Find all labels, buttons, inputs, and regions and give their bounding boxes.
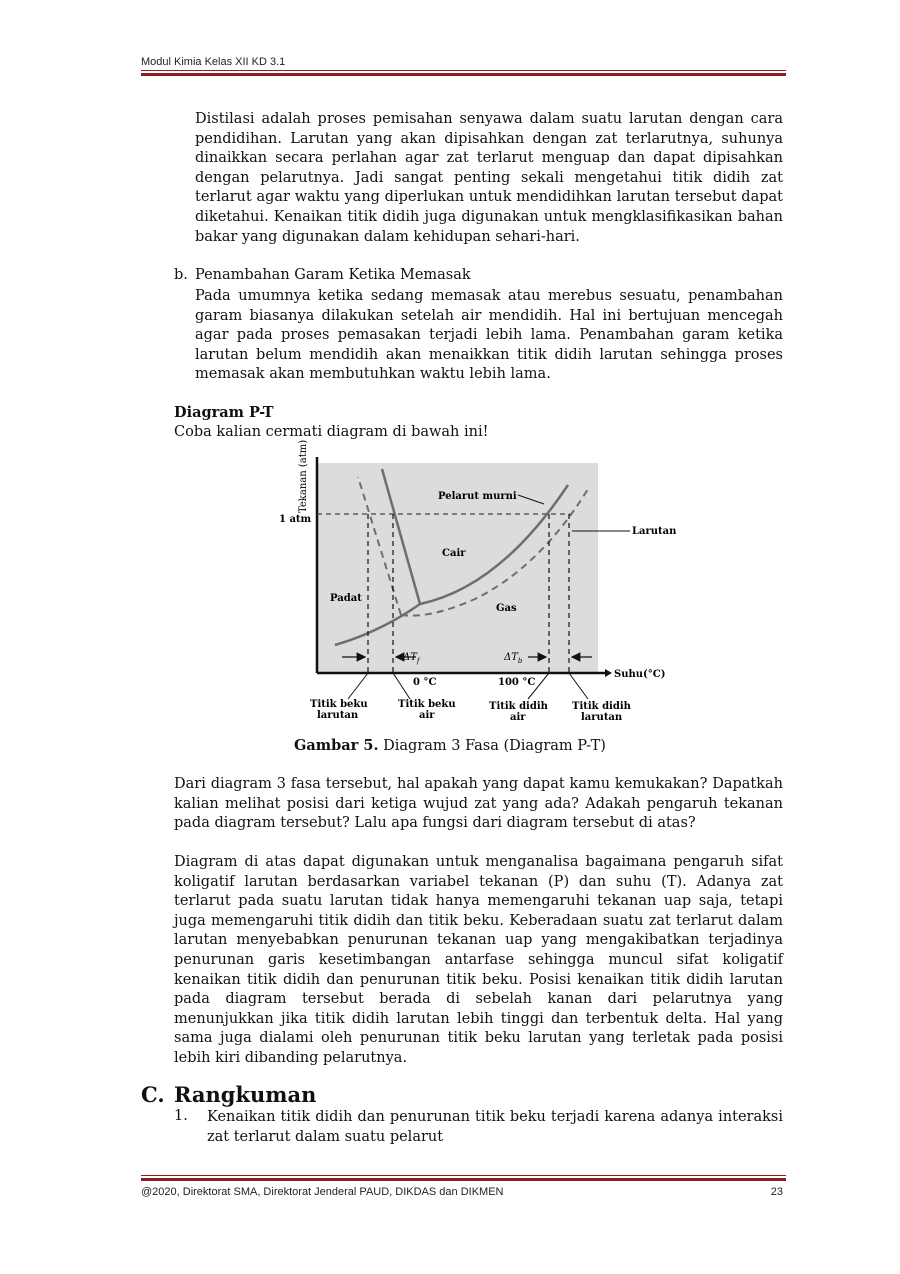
label-titik-didih-larutan-2: larutan xyxy=(581,712,623,723)
page-number: 23 xyxy=(770,1186,783,1198)
delta-tb-label: $\Delta T_b$ xyxy=(504,652,523,665)
item-b-title: Penambahan Garam Ketika Memasak xyxy=(195,267,471,283)
header-rule-thick xyxy=(141,73,786,76)
phase-diagram-figure xyxy=(270,439,677,727)
figure-caption-number: Gambar 5. xyxy=(294,737,379,754)
label-titik-beku-larutan-2: larutan xyxy=(317,710,359,721)
pelarut-murni-label: Pelarut murni xyxy=(438,491,517,502)
item-b-body: Pada umumnya ketika sedang memasak atau merebus sesuatu, penambahan garam biasanya dilakukan setelah air mendidih. Hal ini bertujuan mencegah agar pada proses pemasakan terjadi lebih lama. Penambahan garam ketika larutan belum mendidih akan menaikkan titik didih larutan sehingga proses memasak akan membutuhkan waktu lebih lama. xyxy=(195,288,783,383)
distilasi-paragraph: Distilasi adalah proses pemisahan senyawa dalam suatu larutan dengan cara pendidihan. Larutan yang akan dipisahkan dengan zat terlarutnya, suhunya dinaikkan secara perlahan agar zat terlarut menguap dan dapat dipisahkan dengan pelarutnya. Jadi sangat penting sekali mengetahui titik didih zat terlarut agar waktu yang diperlukan untuk mendidihkan larutan tersebut dapat diketahui. Kenaikan titik didih juga digunakan untuk mengklasifikasikan bahan bakar yang digunakan dalam kehidupan sehari-hari. xyxy=(195,111,783,245)
item-b-label: b. xyxy=(174,267,188,283)
tick-100c: 100 °C xyxy=(498,677,536,688)
summary-item-text: Kenaikan titik didih dan penurunan titik beku terjadi karena adanya interaksi zat terlarut dalam suatu pelarut xyxy=(207,1109,783,1145)
label-titik-beku-air-2: air xyxy=(419,710,435,721)
region-cair-label: Cair xyxy=(442,548,466,559)
section-c-number: C. xyxy=(141,1082,165,1107)
label-titik-didih-air-2: air xyxy=(510,712,526,723)
x-axis-label: Suhu(°C) xyxy=(614,669,666,680)
figure-caption-text: Diagram 3 Fasa (Diagram P-T) xyxy=(378,738,606,754)
section-c-heading xyxy=(141,1082,316,1107)
tick-0c: 0 °C xyxy=(413,677,437,688)
question-paragraph: Dari diagram 3 fasa tersebut, hal apakah yang dapat kamu kemukakan? Dapatkah kalian melihat posisi dari ketiga wujud zat yang ada? Adakah pengaruh tekanan pada diagram tersebut? Lalu apa fungsi dari diagram tersebut di atas? xyxy=(174,776,783,832)
footer-text: @2020, Direktorat SMA, Direktorat Jenderal PAUD, DIKDAS dan DIKMEN xyxy=(141,1186,504,1198)
diagram-intro: Coba kalian cermati diagram di bawah ini! xyxy=(174,424,489,440)
label-titik-beku-air-1: Titik beku xyxy=(398,699,456,710)
larutan-label: Larutan xyxy=(632,526,677,537)
analysis-paragraph: Diagram di atas dapat digunakan untuk menganalisa bagaimana pengaruh sifat koligatif larutan berdasarkan variabel tekanan (P) dan suhu (T). Adanya zat terlarut pada suatu larutan tidak hanya memengaruhi tekanan uap saja, tetapi juga memengaruhi titik didih dan titik beku. Keberadaan suatu zat terlarut dalam larutan menyebabkan penurunan tekanan uap yang mengakibatkan terjadinya penurunan garis kesetimbangan antarfase sehingga muncul sifat koligatif kenaikan titik didih dan penurunan titik beku. Posisi kenaikan titik didih larutan pada diagram tersebut berada di sebelah kanan dari pelarutnya yang menunjukkan jika titik didih larutan lebih tinggi dan terbentuk delta. Hal yang sama juga dialami oleh penurunan titik beku larutan yang terletak pada posisi lebih kiri dibanding pelarutnya. xyxy=(174,854,783,1066)
page-header-title: Modul Kimia Kelas XII KD 3.1 xyxy=(141,56,286,68)
section-c-title: Rangkuman xyxy=(174,1082,317,1107)
label-titik-didih-air-1: Titik didih xyxy=(489,701,548,712)
region-padat-label: Padat xyxy=(330,593,362,604)
delta-tf-label: $\Delta T_f$ xyxy=(403,652,420,665)
y-axis-label: Tekanan (atm) xyxy=(298,439,309,513)
label-titik-beku-larutan-1: Titik beku xyxy=(310,699,368,710)
header-rule-thin xyxy=(141,70,786,71)
label-titik-didih-larutan-1: Titik didih xyxy=(572,701,631,712)
footer-rule-thick xyxy=(141,1178,786,1181)
summary-item-number: 1. xyxy=(174,1108,188,1124)
diagram-heading: Diagram P-T xyxy=(174,404,274,421)
figure-caption xyxy=(0,737,900,754)
one-atm-label: 1 atm xyxy=(279,514,312,525)
region-gas-label: Gas xyxy=(496,603,517,614)
footer-rule-thin xyxy=(141,1175,786,1176)
